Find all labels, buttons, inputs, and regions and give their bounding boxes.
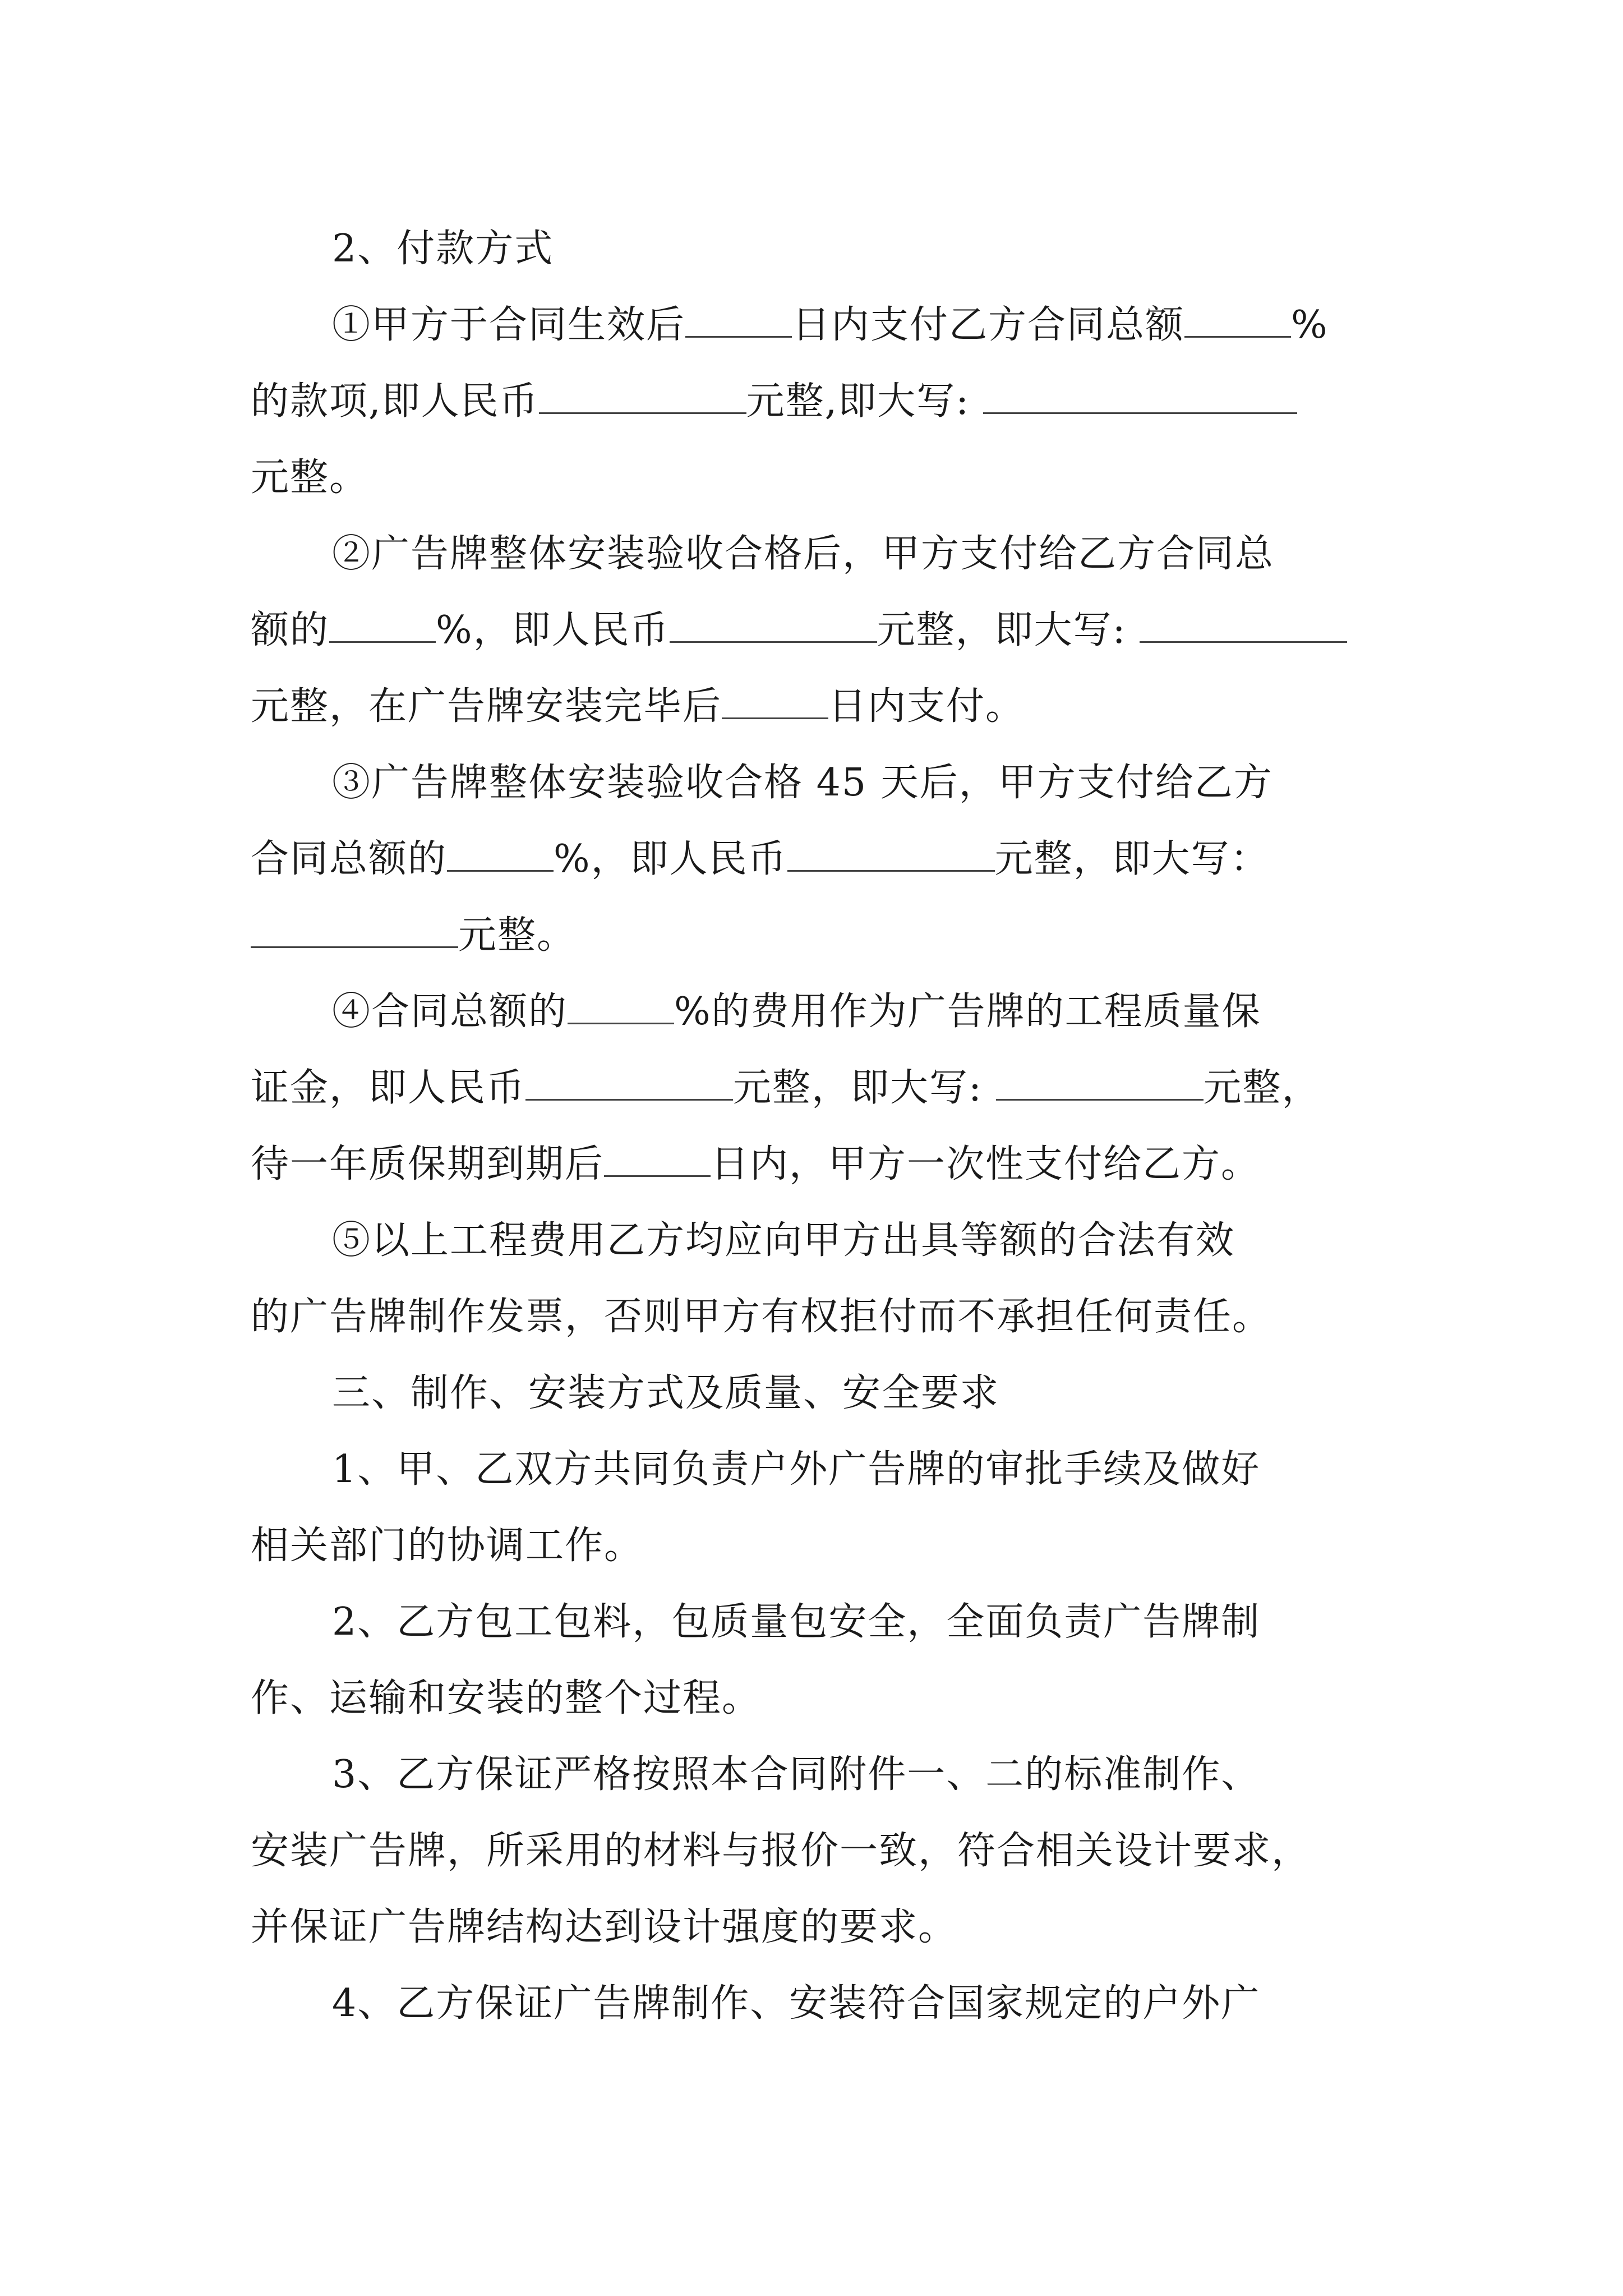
text-segment: 证金，即人民币 bbox=[251, 1066, 526, 1110]
payment-clause-2-line-3 bbox=[251, 669, 1395, 745]
text-segment: 2、付款方式 bbox=[332, 227, 554, 271]
text-segment: % bbox=[1291, 303, 1329, 347]
production-clause-2-line-2 bbox=[251, 1660, 1395, 1737]
text-segment: ①甲方于合同生效后 bbox=[332, 303, 686, 347]
text-segment: 额的 bbox=[251, 608, 330, 652]
text-segment: 日内支付。 bbox=[828, 684, 1025, 729]
text-segment: 相关部门的协调工作。 bbox=[251, 1524, 644, 1568]
production-clause-1-line-2 bbox=[251, 1508, 1395, 1584]
text-segment: 1、甲、乙双方共同负责户外广告牌的审批手续及做好 bbox=[332, 1447, 1261, 1492]
text-segment: 的款项,即人民币 bbox=[251, 379, 539, 424]
section-heading-payment bbox=[251, 211, 1395, 287]
section-heading-production bbox=[251, 1355, 1395, 1432]
fill-blank[interactable] bbox=[1184, 302, 1291, 338]
payment-clause-1 bbox=[251, 287, 1395, 364]
fill-blank[interactable] bbox=[1140, 608, 1347, 643]
text-segment: %，即人民币 bbox=[554, 837, 787, 881]
payment-clause-1-line-2 bbox=[251, 364, 1395, 440]
payment-clause-5 bbox=[251, 1203, 1395, 1279]
text-segment: 日内，甲方一次性支付给乙方。 bbox=[711, 1142, 1261, 1186]
text-segment: 三、制作、安装方式及质量、安全要求 bbox=[332, 1371, 1000, 1415]
production-clause-3 bbox=[251, 1737, 1395, 1813]
text-segment: ③广告牌整体安装验收合格 45 天后，甲方支付给乙方 bbox=[332, 761, 1273, 805]
fill-blank[interactable] bbox=[447, 836, 554, 872]
payment-clause-2-line-2 bbox=[251, 592, 1395, 669]
text-segment: 合同总额的 bbox=[251, 837, 448, 881]
text-segment: ⑤以上工程费用乙方均应向甲方出具等额的合法有效 bbox=[332, 1218, 1235, 1263]
production-clause-3-line-2 bbox=[251, 1813, 1395, 1889]
payment-clause-4 bbox=[251, 974, 1395, 1050]
fill-blank[interactable] bbox=[329, 608, 436, 643]
fill-blank[interactable] bbox=[539, 379, 746, 414]
fill-blank[interactable] bbox=[568, 989, 674, 1024]
payment-clause-4-line-3 bbox=[251, 1126, 1395, 1203]
payment-clause-5-line-2 bbox=[251, 1279, 1395, 1355]
production-clause-2 bbox=[251, 1584, 1395, 1660]
document-body bbox=[251, 211, 1395, 2042]
text-segment: 并保证广告牌结构达到设计强度的要求。 bbox=[251, 1905, 958, 1949]
text-segment: 元整，在广告牌安装完毕后 bbox=[251, 684, 722, 729]
text-segment: 2、乙方包工包料，包质量包安全，全面负责广告牌制 bbox=[332, 1600, 1261, 1644]
fill-blank[interactable] bbox=[670, 608, 877, 643]
text-segment: ②广告牌整体安装验收合格后，甲方支付给乙方合同总 bbox=[332, 532, 1275, 576]
payment-clause-4-line-2 bbox=[251, 1050, 1395, 1126]
payment-clause-3 bbox=[251, 745, 1395, 821]
payment-clause-3-line-2 bbox=[251, 821, 1395, 898]
fill-blank[interactable] bbox=[983, 379, 1297, 414]
payment-clause-1-line-3 bbox=[251, 440, 1395, 516]
fill-blank[interactable] bbox=[722, 684, 828, 719]
fill-blank[interactable] bbox=[604, 1142, 711, 1177]
production-clause-4 bbox=[251, 1966, 1395, 2042]
text-segment: 待一年质保期到期后 bbox=[251, 1142, 605, 1186]
fill-blank[interactable] bbox=[525, 1065, 733, 1101]
text-segment: 的广告牌制作发票，否则甲方有权拒付而不承担任何责任。 bbox=[251, 1295, 1272, 1339]
production-clause-3-line-3 bbox=[251, 1889, 1395, 1966]
text-segment: %，即人民币 bbox=[436, 608, 670, 652]
text-segment: 元整，即大写: bbox=[877, 608, 1140, 652]
fill-blank[interactable] bbox=[685, 302, 792, 338]
text-segment: 4、乙方保证广告牌制作、安装符合国家规定的户外广 bbox=[332, 1981, 1261, 2026]
text-segment: 元整，即大写： bbox=[994, 837, 1270, 881]
production-clause-1 bbox=[251, 1432, 1395, 1508]
text-segment: 元整。 bbox=[251, 455, 369, 500]
fill-blank[interactable] bbox=[251, 913, 458, 948]
fill-blank[interactable] bbox=[787, 836, 995, 872]
text-segment: 3、乙方保证严格按照本合同附件一、二的标准制作、 bbox=[332, 1752, 1261, 1797]
text-segment: 日内支付乙方合同总额 bbox=[792, 303, 1185, 347]
text-segment: 元整， bbox=[1203, 1066, 1321, 1110]
fill-blank[interactable] bbox=[996, 1065, 1204, 1101]
text-segment: ④合同总额的 bbox=[332, 990, 568, 1034]
text-segment: 作、运输和安装的整个过程。 bbox=[251, 1676, 762, 1720]
text-segment: %的费用作为广告牌的工程质量保 bbox=[674, 990, 1261, 1034]
payment-clause-3-line-3 bbox=[251, 898, 1395, 974]
text-segment: 安装广告牌，所采用的材料与报价一致，符合相关设计要求， bbox=[251, 1829, 1311, 1873]
text-segment: 元整,即大写: bbox=[746, 379, 983, 424]
text-segment: 元整，即大写: bbox=[733, 1066, 996, 1110]
text-segment: 元整。 bbox=[458, 913, 577, 958]
payment-clause-2 bbox=[251, 516, 1395, 592]
